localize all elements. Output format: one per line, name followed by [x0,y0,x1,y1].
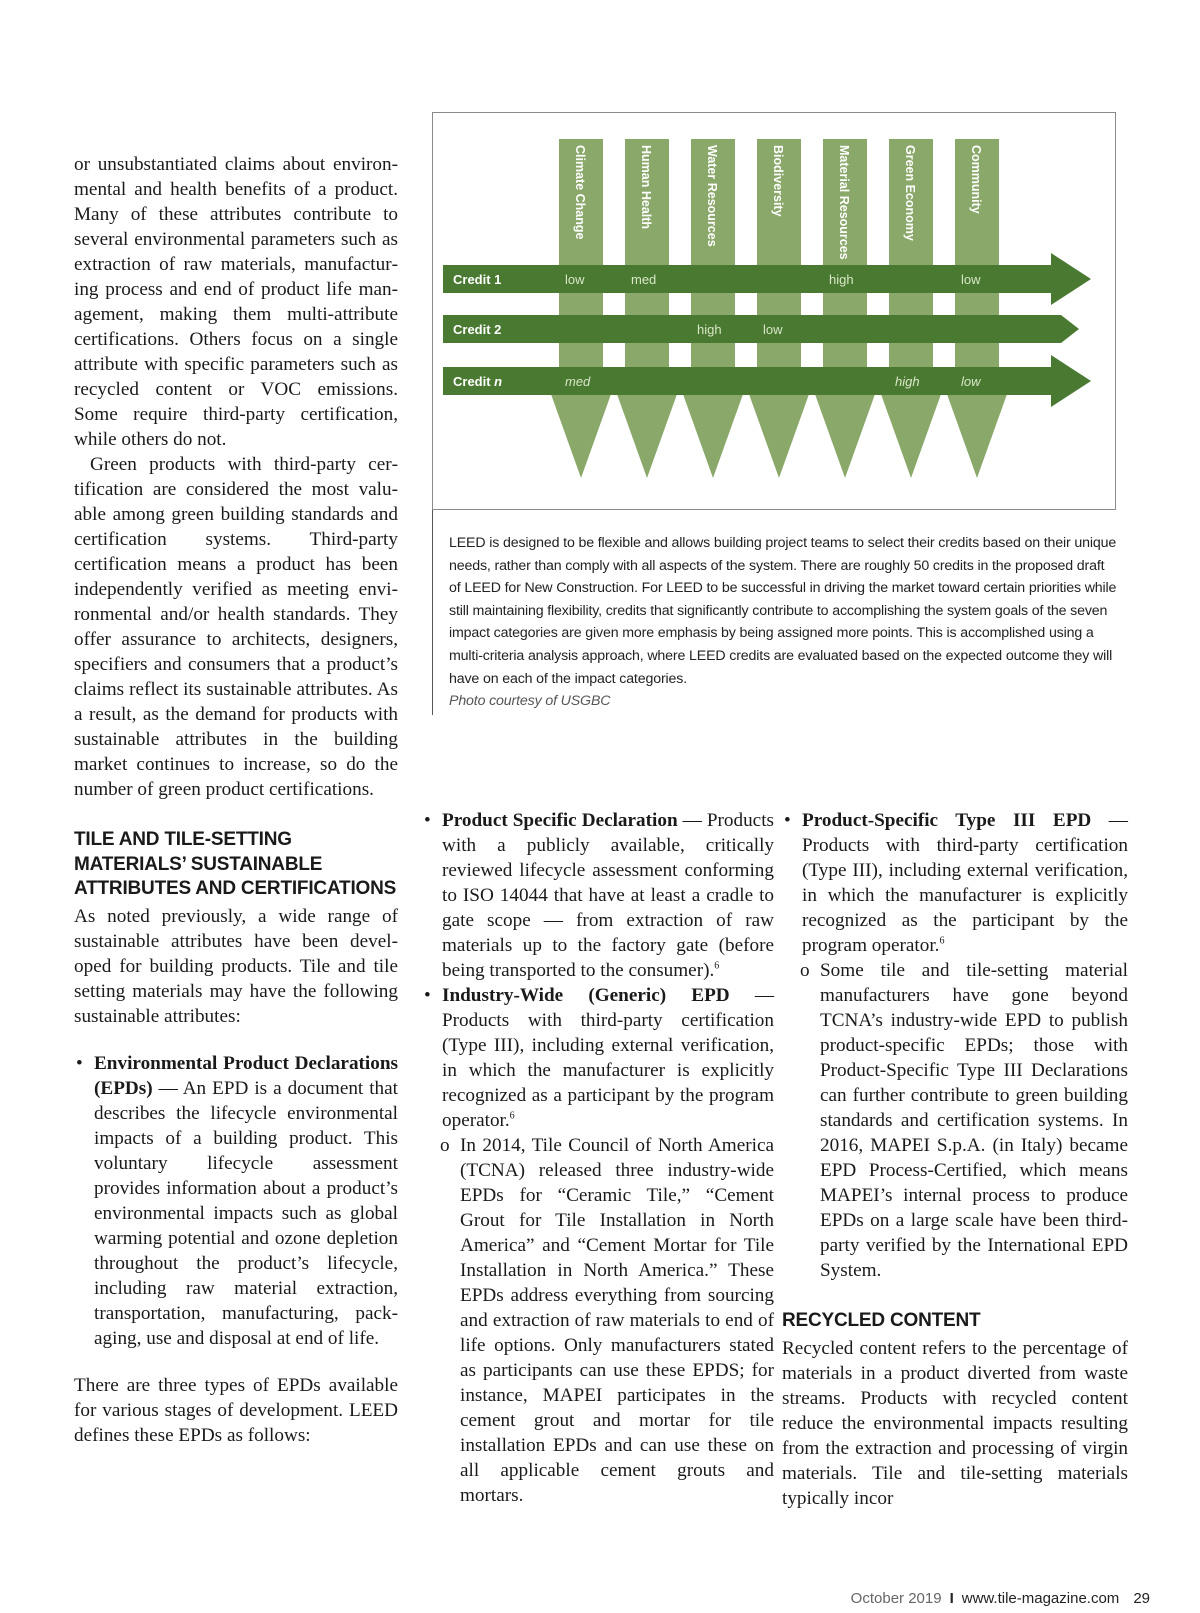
bullet-marker: • [424,810,431,831]
credit-label: Credit 2 [453,322,502,337]
rating-label: med [631,272,657,287]
sub-marker: o [800,960,810,981]
category-label: Material Resources [837,145,851,260]
paragraph: As noted previously, a wide range of sustainable attributes have been developed for building products. Tile and tile setting materials may have the following sustainable attributes: [74,905,398,1027]
photo-credit: Photo courtesy of USGBC [449,693,611,710]
rating-label: high [895,374,920,389]
term: Environmental Product Declarations (EPDs) [94,1052,398,1099]
caption-text: LEED is designed to be flexible and allows building project teams to select their credits based on their unique needs, rather than comply with all aspects of the system. There are roughly 50 credits in the proposed draft of LEED for New Construction. For LEED to be successful in driving the market toward certain priorities while still maintaining flexibility, credits that significantly contribute to accomplishing the system goals of the seven impact categories are given more emphasis by being assigned more points. This is accomplished using a multi-criteria analysis approach, where LEED credits are evaluated based on the expected outcome they will have on each of the impact categories. [449,535,1117,687]
list-item [74,1051,398,1351]
category-label: Green Economy [903,145,917,241]
definition: — Products with a publicly available, critically reviewed lifecycle assessment conforming to ISO 14044 that have at least a cradle to gate scope — from extraction of raw materials up to the factory gate (before being transported to the consumer). [442,810,774,981]
paragraph: There are three types of EPDs available for various stages of development. LEED defines these EPDs as follows: [74,1374,398,1446]
definition: — Products with third-party certification (Type III), including external verification, in which the manufacturer is explicitly recognized as the participant by the program operator. [802,810,1128,956]
list-item [422,983,774,1133]
figure-caption [449,532,1117,713]
sub-text: Some tile and tile-setting material manufacturers have gone beyond TCNA’s industry-wide EPD to publish product-specific EPDs; those with Product-Specific Type III Declarations can further contribute to green building standards and certification systems. In 2016, MAPEI S.p.A. (in Italy) became EPD Process-Certified, which means MAPEI’s internal process to produce EPDs on a large scale have been third-party verified by the International EPD System. [820,960,1128,1281]
credit-arrow [443,315,1079,343]
page-number: 29 [1133,1590,1150,1607]
rating-label: low [961,374,981,389]
term: Industry-Wide (Generic) EPD [442,985,730,1006]
sub-list-item [422,1133,774,1508]
category-label: Biodiversity [771,145,785,217]
category-label: Water Resources [705,145,719,247]
paragraph: or unsubstantiated claims about environmental and health benefits of a product. Many of these attributes contribute to several environmental parameters such as extraction of raw materials, manufacturing process and end of product life management, making them multi-attribute certifications. Others focus on a single attribute with specific parameters such as recycled content or VOC emissions. Some require third-party certification, while others do not. [74,154,398,450]
section-heading: RECYCLED CONTENT [782,1310,981,1331]
column-1 [74,152,398,1448]
list-item [422,808,774,983]
column-2 [422,808,774,1508]
rating-label: low [961,272,981,287]
rating-label: high [697,322,722,337]
page-footer [851,1590,1150,1607]
footnote-ref: 6 [939,935,945,947]
paragraph: Green products with third-party certification are considered the most valuable among green building standards and certification systems. Third-party certification means a product has been independently verified as meeting environmental and/or health standards. They offer assurance to architects, designers, specifiers and consumers that a product’s claims reflect its sustainable attributes. As a result, as the demand for products with sustainable attributes in the building market continues to increase, so do the number of green product certifications. [74,454,398,800]
bullet-marker: • [784,810,791,831]
issue-date: October 2019 [850,1590,942,1607]
term: Product-Specific Type III EPD [802,810,1092,831]
rating-label: high [829,272,854,287]
sub-marker: o [440,1135,450,1156]
credit-label: Credit n [453,374,503,389]
category-label: Human Health [639,145,653,230]
credit-label: Credit 1 [453,272,502,287]
term: Product Specific Declaration [442,810,678,831]
category-label: Community [969,145,983,214]
leed-figure [432,112,1116,510]
definition: — Products with third-party certification (Type III), including external verification, in which the manufacturer is explicitly recognized as a participant by the program operator. [442,985,774,1131]
rating-label: low [763,322,783,337]
footnote-ref: 6 [714,960,720,972]
bullet-marker: • [76,1052,83,1074]
section-heading: TILE AND TILE-SETTING MATERIALS’ SUSTAINABLE ATTRIBUTES AND CERTIFICATIONS [74,829,397,899]
column-3 [782,808,1128,1511]
rating-label: med [565,374,591,389]
paragraph: Recycled content refers to the percentage of materials in a product diverted from waste streams. Products with recycled content reduce the environmental impacts resulting from the extraction and processing of virgin materials. Tile and tile-setting materials typically incor [782,1337,1128,1509]
caption-rule [432,510,433,715]
definition: — An EPD is a document that describes the lifecycle environmental impacts of a building product. This voluntary lifecycle assessment provides information about a product’s environmental impacts such as global warming potential and ozone depletion throughout the product’s lifecycle, including raw material extraction, transportation, manufacturing, packaging, use and disposal at end of life. [94,1077,398,1349]
sub-list-item [782,958,1128,1283]
footnote-ref: 6 [509,1110,515,1122]
bullet-marker: • [424,985,431,1006]
footer-separator: I [949,1590,954,1607]
impact-category-diagram [433,113,1117,511]
category-label: Climate Change [573,145,587,240]
list-item [782,808,1128,958]
sub-text: In 2014, Tile Council of North America (TCNA) released three industry-wide EPDs for “Ceramic Tile,” “Cement Grout for Tile Installation in North America” and “Cement Mortar for Tile Installation in North America.” These EPDs address everything from sourcing and extraction of raw materials to end of life options. Only manufacturers stated as participants can use these EPDS; for instance, MAPEI participates in the cement grout and mortar for tile installation EPDs and can use these on all applicable cement grouts and mortars. [460,1135,774,1506]
rating-label: low [565,272,585,287]
magazine-url: www.tile-magazine.com [961,1590,1120,1607]
